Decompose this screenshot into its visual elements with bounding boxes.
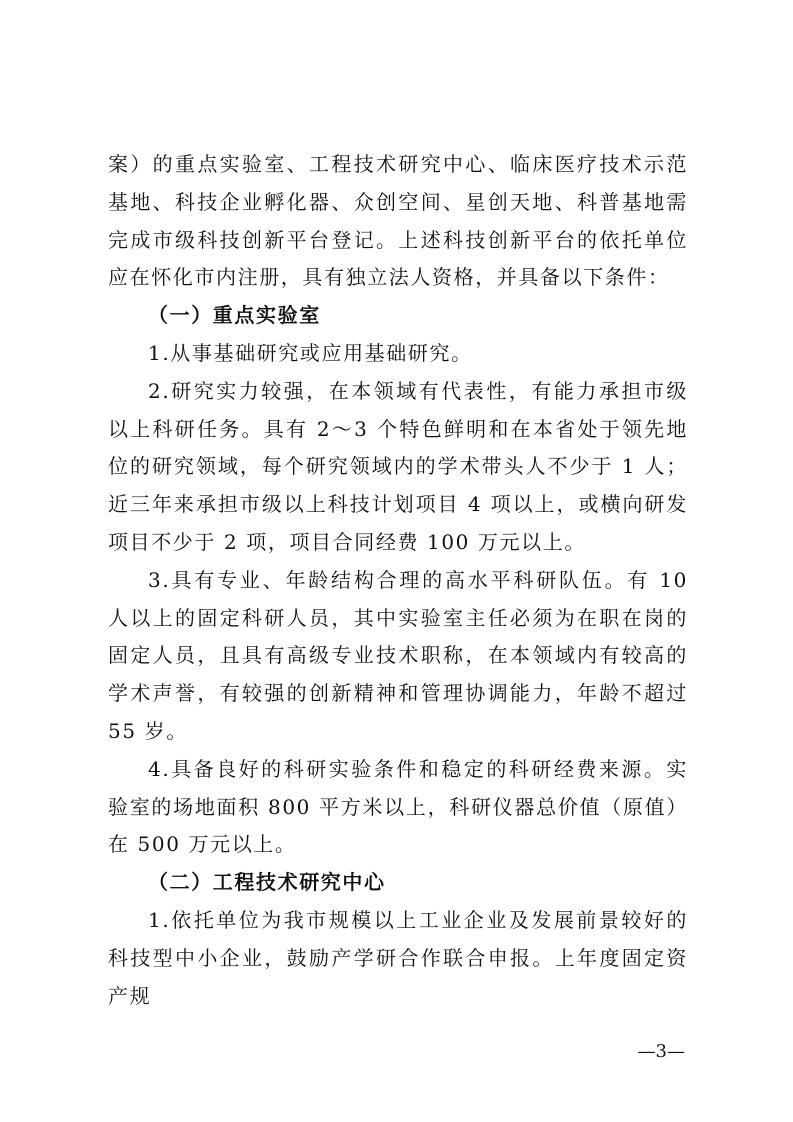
document-body <box>108 146 696 1015</box>
paragraph-lab-item-1: 1.从事基础研究或应用基础研究。 <box>148 340 473 365</box>
paragraph-center-item-1: 1.依托单位为我市规模以上工业企业及发展前景较好的科技型中小企业，鼓励产学研合作联合申报。上年度固定资产规 <box>108 907 688 1008</box>
paragraph-lab-item-2: 2.研究实力较强，在本领域有代表性，有能力承担市级以上科研任务。具有 2～3 个特色鲜明和在本省处于领先地位的研究领域，每个研究领域内的学术带头人不少于 1 人；近三年来承担市级以上科技计划项目 4 项以上，或横向研发项目不少于 2 项，项目合同经费 100 万元以上。 <box>108 378 688 554</box>
page-number: —3— <box>637 1041 685 1062</box>
paragraph-lab-item-4: 4.具备良好的科研实验条件和稳定的科研经费来源。实验室的场地面积 800 平方米以上，科研仪器总价值（原值）在 500 万元以上。 <box>108 756 688 857</box>
paragraph-lab-item-3: 3.具有专业、年龄结构合理的高水平科研队伍。有 10 人以上的固定科研人员，其中实验室主任必须为在职在岗的固定人员，且具有高级专业技术职称，在本领域内有较高的学术声誉，有较强的创新精神和管理协调能力，年龄不超过 55 岁。 <box>108 567 696 743</box>
paragraph-continuation: 案）的重点实验室、工程技术研究中心、临床医疗技术示范基地、科技企业孵化器、众创空间、星创天地、科普基地需完成市级科技创新平台登记。上述科技创新平台的依托单位应在怀化市内注册，具有独立法人资格，并具备以下条件： <box>108 152 688 290</box>
section-heading-key-laboratory: （一）重点实验室 <box>148 303 321 328</box>
section-heading-engineering-center: （二）工程技术研究中心 <box>148 870 386 895</box>
